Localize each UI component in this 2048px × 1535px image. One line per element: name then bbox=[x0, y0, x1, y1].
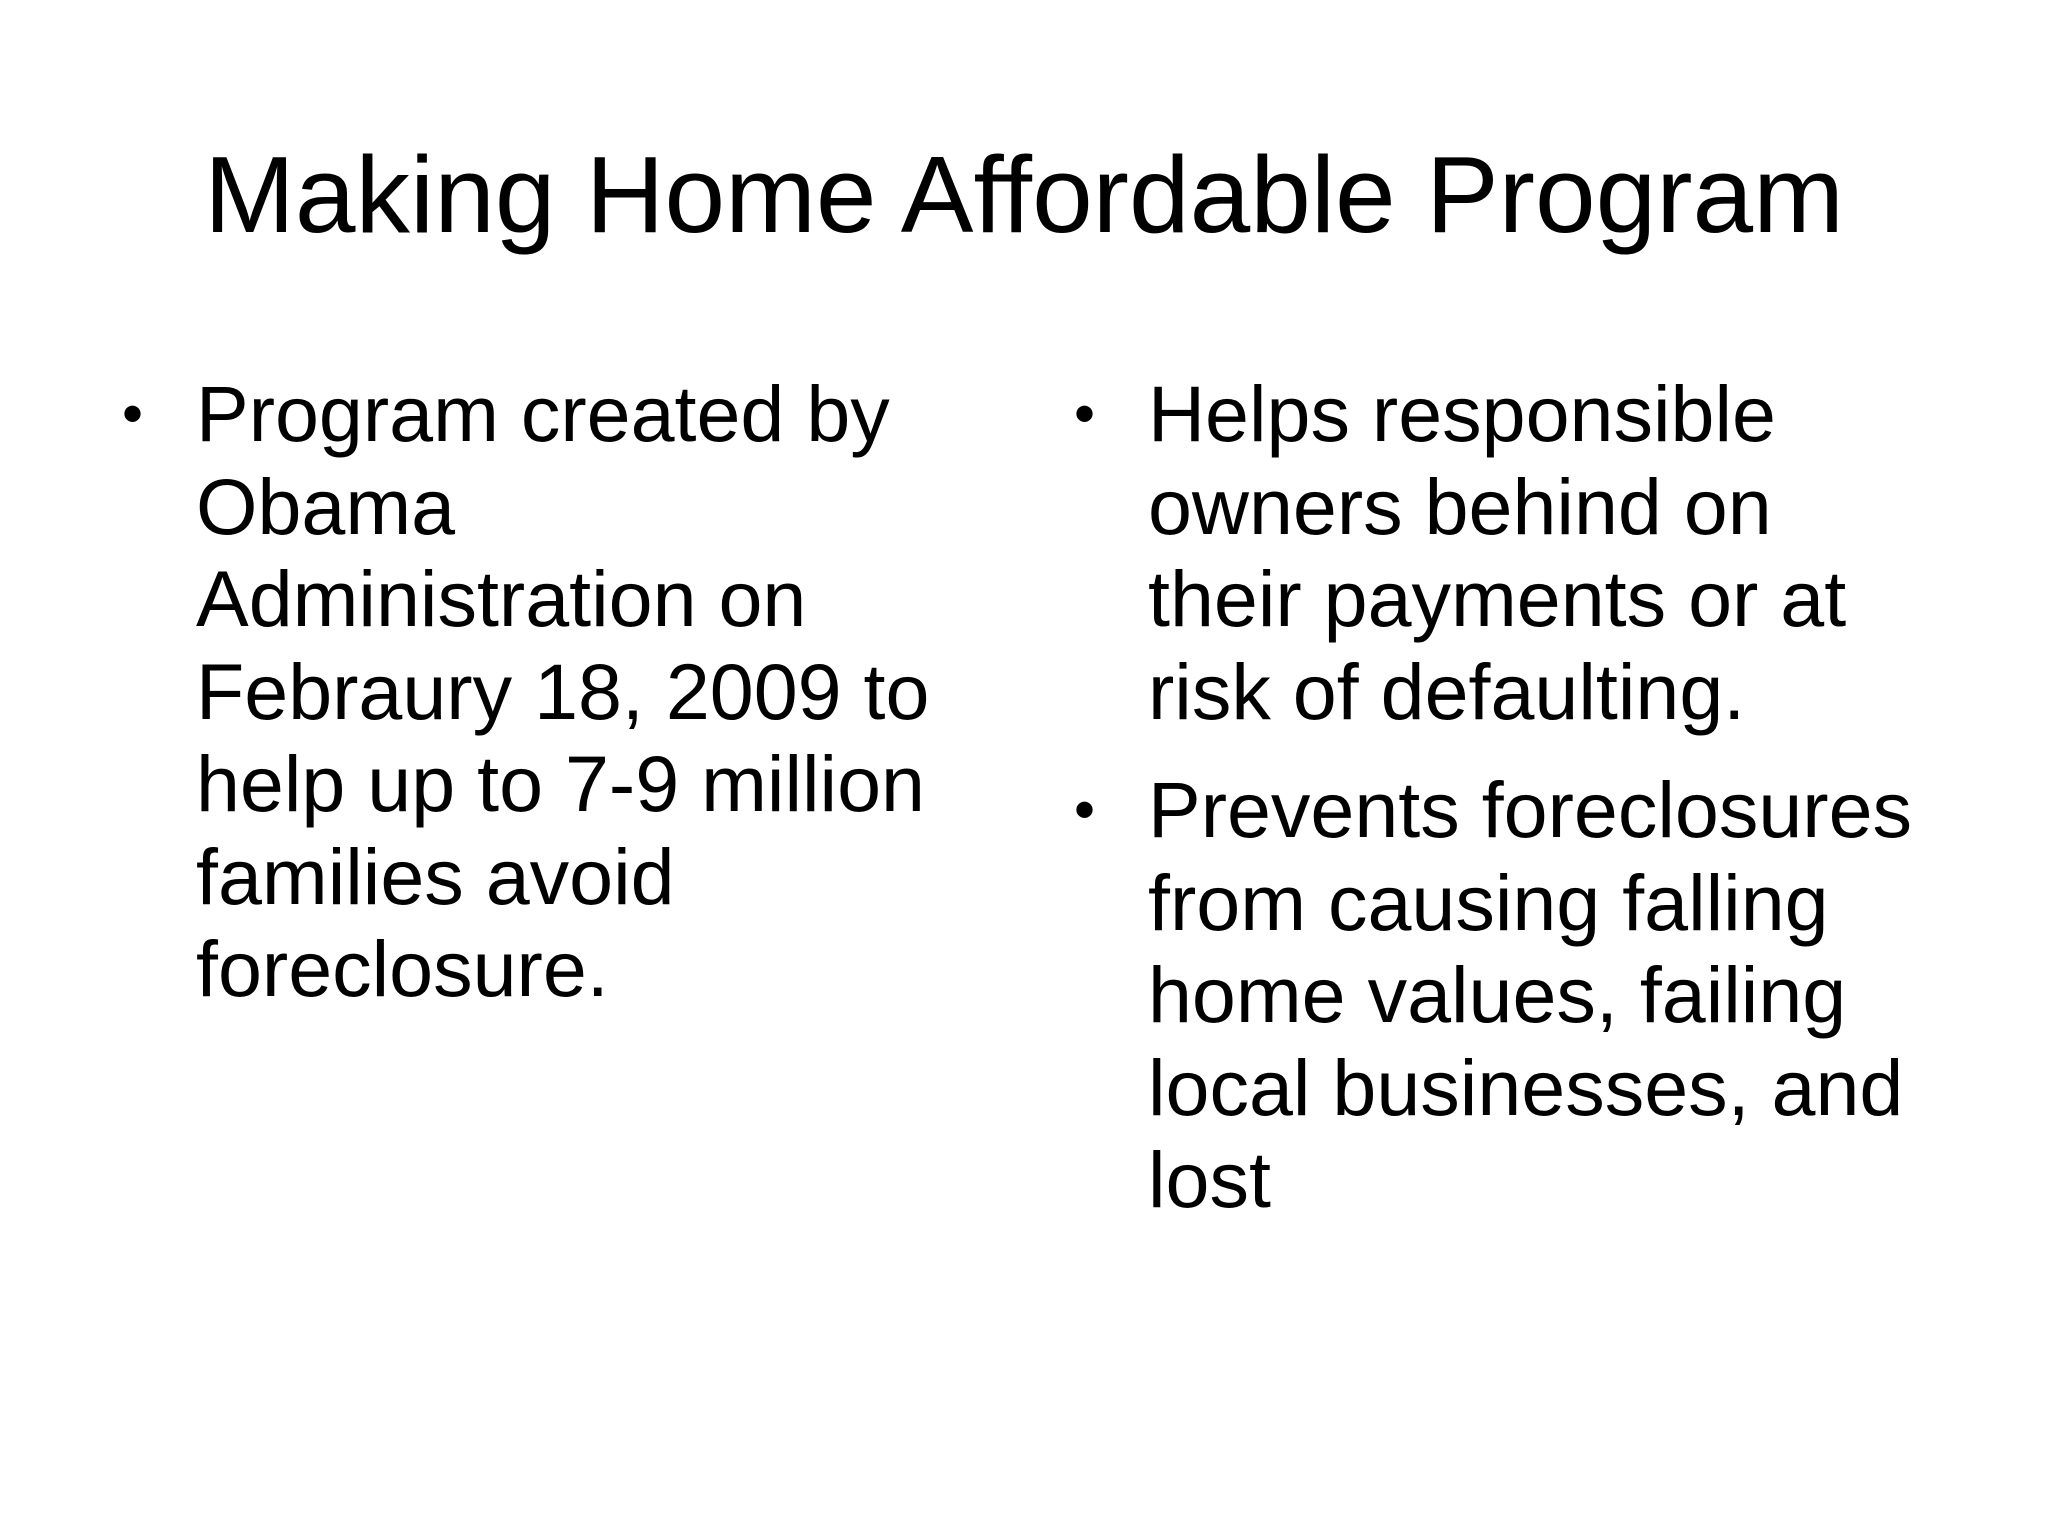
bullet-line: families avoid bbox=[196, 831, 675, 921]
bullet-line: Helps responsible bbox=[1148, 369, 1776, 458]
right-bullet-list bbox=[1074, 368, 1974, 1253]
bullet-line: home values, failing bbox=[1148, 950, 1847, 1039]
bullet-line: Obama bbox=[196, 461, 456, 551]
bullet-line: foreclosure. bbox=[196, 924, 609, 1013]
bullet-line: local businesses, and bbox=[1148, 1042, 1904, 1132]
bullet-line: Prevents foreclosures bbox=[1148, 765, 1913, 854]
slide-title: Making Home Affordable Program bbox=[204, 134, 1844, 256]
bullet-line: help up to 7-9 million bbox=[196, 739, 925, 828]
bullet-item bbox=[1074, 368, 1974, 738]
bullet-item bbox=[1074, 764, 1974, 1227]
bullet-line: lost bbox=[1148, 1135, 1271, 1224]
bullet-line: owners behind on bbox=[1148, 461, 1772, 551]
bullet-icon: • bbox=[1074, 776, 1096, 843]
left-bullet-list bbox=[122, 368, 1002, 1042]
bullet-line: risk of defaulting. bbox=[1148, 646, 1746, 736]
bullet-line: Program created by bbox=[196, 369, 890, 458]
bullet-icon: • bbox=[122, 380, 144, 447]
bullet-line: Febraury 18, 2009 to bbox=[196, 646, 930, 736]
bullet-text bbox=[196, 368, 1002, 1016]
bullet-text bbox=[1148, 368, 1974, 738]
bullet-icon: • bbox=[1074, 380, 1096, 447]
bullet-item bbox=[122, 368, 1002, 1016]
bullet-line: Administration on bbox=[196, 554, 807, 643]
bullet-line: their payments or at bbox=[1148, 554, 1847, 643]
bullet-line: from causing falling bbox=[1148, 857, 1829, 947]
bullet-text bbox=[1148, 764, 1974, 1227]
